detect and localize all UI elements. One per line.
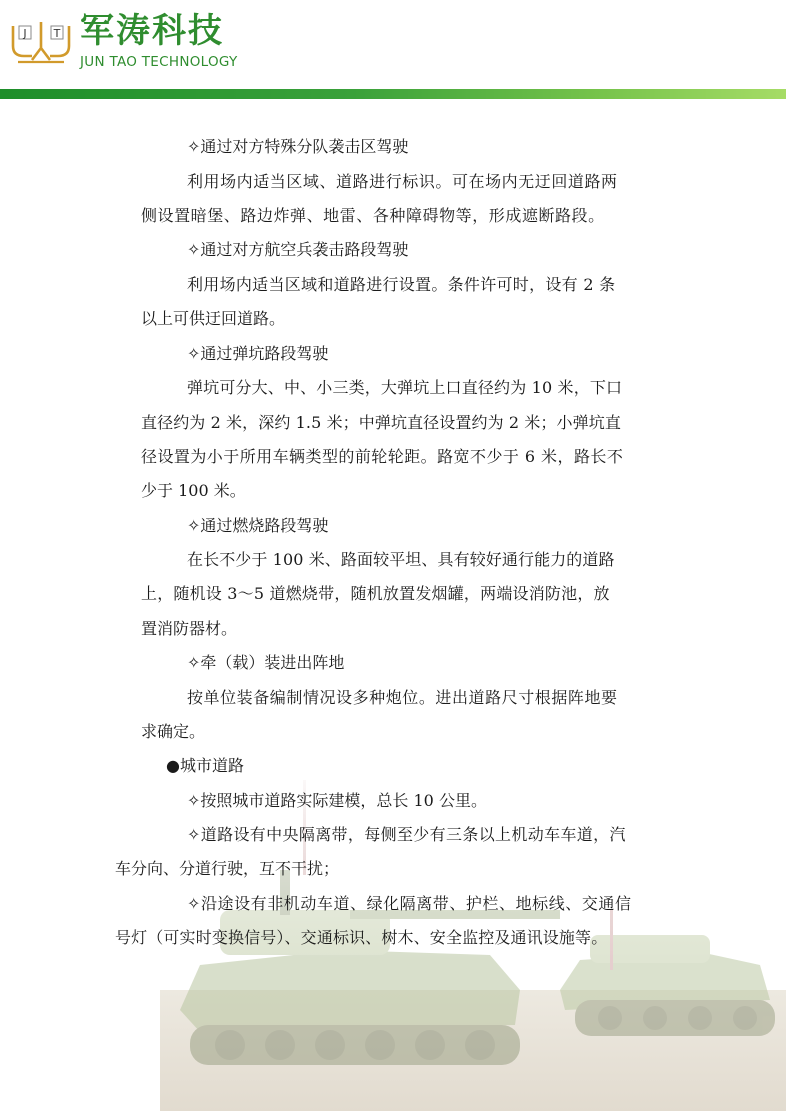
paragraph-line: 车分向、分道行驶，互不干扰； <box>115 859 340 878</box>
section-heading: ✧通过燃烧路段驾驶 <box>187 516 329 535</box>
paragraph-line: ✧道路设有中央隔离带，每侧至少有三条以上机动车车道，汽 <box>187 825 626 844</box>
paragraph-line: 直径约为 2 米，深约 1.5 米；中弹坑直径设置约为 2 米；小弹坑直 <box>141 413 621 432</box>
paragraph-line: 径设置为小于所用车辆类型的前轮轮距。路宽不少于 6 米，路长不 <box>141 447 624 466</box>
paragraph-line: ✧沿途设有非机动车道、绿化隔离带、护栏、地标线、交通信 <box>187 894 632 913</box>
paragraph-line: 按单位装备编制情况设多种炮位。进出道路尺寸根据阵地要 <box>187 688 618 707</box>
paragraph-line: 利用场内适当区域和道路进行设置。条件许可时，设有 2 条 <box>187 275 616 294</box>
paragraph-line: 利用场内适当区域、道路进行标识。可在场内无迂回道路两 <box>187 172 618 191</box>
paragraph-line: ✧按照城市道路实际建模，总长 10 公里。 <box>187 791 487 810</box>
section-heading: ✧通过弹坑路段驾驶 <box>187 344 329 363</box>
paragraph-line: 在长不少于 100 米、路面较平坦、具有较好通行能力的道路 <box>187 550 615 569</box>
company-logo-icon <box>10 18 72 68</box>
section-heading: ✧通过对方航空兵袭击路段驾驶 <box>187 240 409 259</box>
paragraph-line: 上，随机设 3～5 道燃烧带，随机放置发烟罐，两端设消防池，放 <box>141 584 610 603</box>
section-heading: ✧通过对方特殊分队袭击区驾驶 <box>187 137 409 156</box>
paragraph-line: 侧设置暗堡、路边炸弹、地雷、各种障碍物等，形成遮断路段。 <box>141 206 605 225</box>
paragraph-line: 少于 100 米。 <box>141 481 246 500</box>
paragraph-line: 置消防器材。 <box>141 619 238 638</box>
paragraph-line: 号灯（可实时变换信号）、交通标识、树木、安全监控及通讯设施等。 <box>115 928 608 947</box>
page-header <box>0 0 786 100</box>
brand-name-chinese: 军涛科技 <box>80 11 224 51</box>
paragraph-line: 以上可供迂回道路。 <box>141 309 286 328</box>
logo-letter-j: J <box>23 27 27 40</box>
brand-name-english: JUN TAO TECHNOLOGY <box>80 54 238 70</box>
paragraph-line: 弹坑可分大、中、小三类，大弹坑上口直径约为 10 米，下口 <box>187 378 623 397</box>
logo-letter-t: T <box>53 27 61 40</box>
header-divider-bar <box>0 89 786 99</box>
section-heading: ●城市道路 <box>166 756 244 775</box>
paragraph-line: 求确定。 <box>141 722 206 741</box>
section-heading: ✧牵（载）装进出阵地 <box>187 653 345 672</box>
